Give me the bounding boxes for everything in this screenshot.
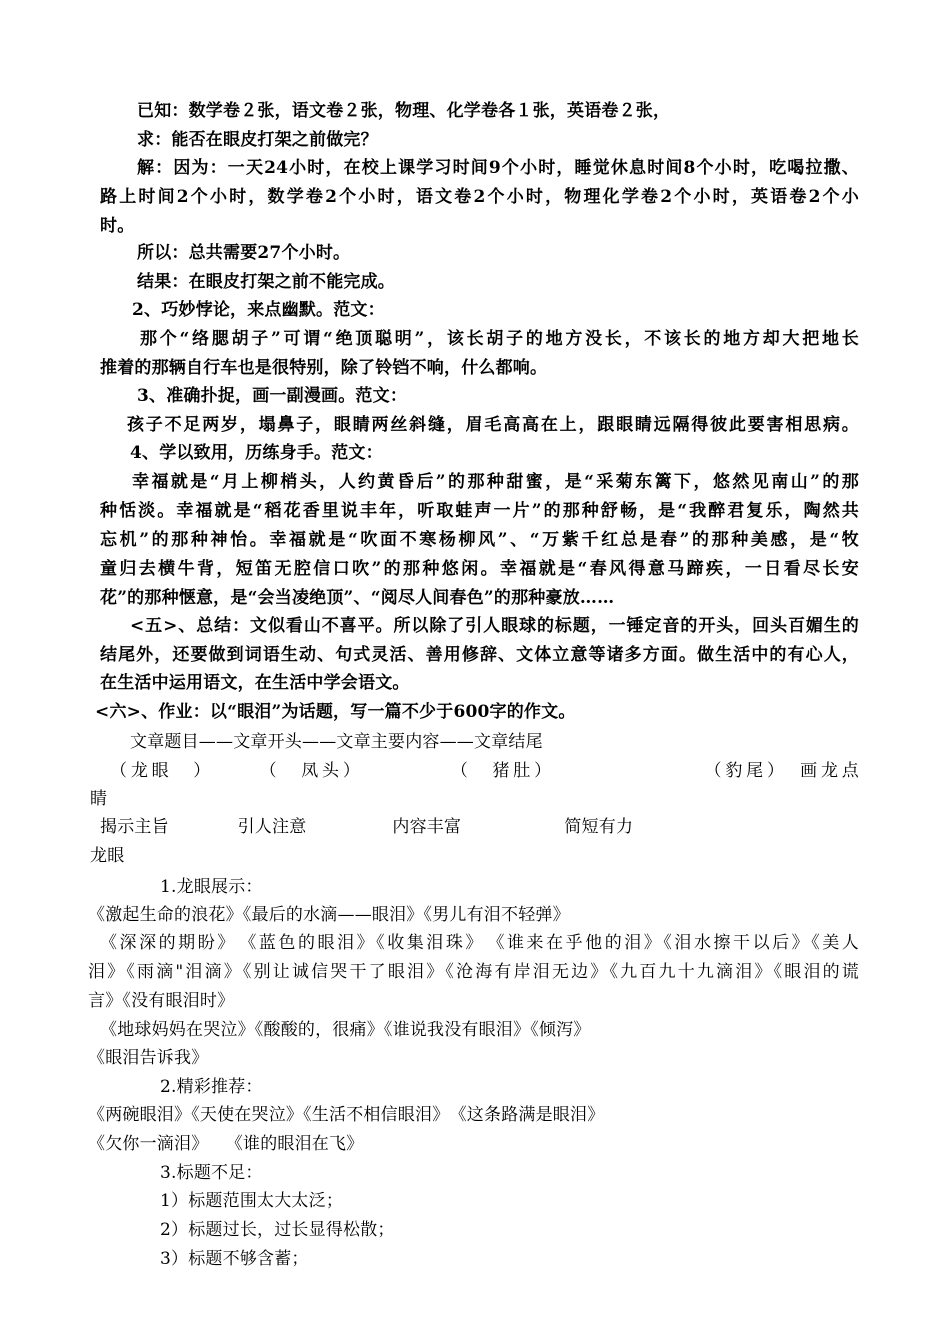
title-list-line-6: 《眼泪告诉我》 <box>88 1048 209 1068</box>
happiness-line-5: 花”的那种惬意，是“会当凌绝顶”、“阅尽人间春色”的那种豪放…… <box>100 588 615 608</box>
happiness-line-4: 童归去横牛背，短笛无腔信口吹”的那种悠闲。幸福就是“春风得意马蹄疾，一日看尽长安 <box>100 559 859 579</box>
known-conditions: 已知：数学卷２张，语文卷２张，物理、化学卷各１张，英语卷２张， <box>137 101 671 121</box>
recommend-line-2: 《欠你一滴泪》 《谁的眼泪在飞》 <box>88 1134 364 1154</box>
homework-line: <六>、作业：以“眼泪”为话题，写一篇不少于600字的作文。 <box>95 702 576 722</box>
result-line: 结果：在眼皮打架之前不能完成。 <box>137 272 395 292</box>
title-list-line-2: 《深深的期盼》 《蓝色的眼泪》《收集泪珠》 《谁来在乎他的泪》《泪水擦干以后》《美人 <box>100 933 859 953</box>
title-flaw-1: 1）标题范围太大太泛； <box>160 1191 344 1211</box>
dragon-eye-heading: 龙眼 <box>90 846 125 866</box>
section-heading-2: 2、巧妙悖论，来点幽默。范文： <box>132 300 385 320</box>
title-list-line-4: 言》《没有眼泪时》 <box>88 991 235 1011</box>
summary-line-3: 在生活中运用语文，在生活中学会语文。 <box>100 673 410 693</box>
structure-metaphor-wrap: 睛 <box>90 789 108 809</box>
recommend-line-1: 《两碗眼泪》《天使在哭泣》《生活不相信眼泪》 《这条路满是眼泪》 <box>88 1105 605 1125</box>
question-line: 求：能否在眼皮打架之前做完？ <box>137 130 378 150</box>
happiness-line-1: 幸福就是“月上柳梢头，人约黄昏后”的那种甜蜜，是“采菊东篱下，悠然见南山”的那 <box>132 472 859 492</box>
structure-line: 文章题目——文章开头——文章主要内容——文章结尾 <box>130 732 543 752</box>
title-showcase-heading: 1.龙眼展示： <box>160 877 263 897</box>
title-flaw-3: 3）标题不够含蓄； <box>160 1249 309 1269</box>
paradox-example-line-2: 推着的那辆自行车也是很特别，除了铃铛不响，什么都响。 <box>100 358 548 378</box>
title-list-line-5: 《地球妈妈在哭泣》《酸酸的，很痛》《谁说我没有眼泪》《倾泻》 <box>100 1020 591 1040</box>
sketch-example: 孩子不足两岁，塌鼻子，眼睛两丝斜缝，眉毛高高在上，跟眼睛远隔得彼此要害相思病。 <box>127 415 859 435</box>
so-line: 所以：总共需要27个小时。 <box>137 243 351 263</box>
title-list-line-1: 《激起生命的浪花》《最后的水滴——眼泪》《男儿有泪不轻弹》 <box>88 905 570 925</box>
structure-metaphor-line: （龙眼 ） （ 凤头） （ 猪肚） （豹尾） 画龙点 <box>110 761 859 781</box>
title-list-line-3: 泪》《雨滴"泪滴》《别让诚信哭干了眼泪》《沧海有岸泪无边》《九百九十九滴泪》《眼泪的谎 <box>88 962 859 982</box>
solution-line-1: 解：因为：一天24小时，在校上课学习时间9个小时，睡觉休息时间8个小时，吃喝拉撒、 <box>137 158 859 178</box>
title-flaw-2: 2）标题过长，过长显得松散； <box>160 1220 395 1240</box>
title-flaws-heading: 3.标题不足： <box>160 1163 263 1183</box>
happiness-line-2: 种恬淡。幸福就是“稻花香里说丰年，听取蛙声一片”的那种舒畅，是“我醉君复乐，陶然共 <box>100 501 859 521</box>
summary-line-1: <五>、总结：文似看山不喜平。所以除了引人眼球的标题，一锤定音的开头，回头百媚生的 <box>130 616 859 636</box>
recommend-heading: 2.精彩推荐： <box>160 1077 263 1097</box>
structure-function-line: 揭示主旨 引人注意 内容丰富 简短有力 <box>100 817 634 837</box>
section-heading-3: 3、准确扑捉，画一副漫画。范文： <box>137 386 408 406</box>
solution-line-3: 时。 <box>100 216 135 236</box>
solution-line-2: 路上时间2个小时，数学卷2个小时，语文卷2个小时，物理化学卷2个小时，英语卷2个小 <box>100 187 859 207</box>
section-heading-4: 4、学以致用，历练身手。范文： <box>130 443 383 463</box>
summary-line-2: 结尾外，还要做到词语生动、句式灵活、善用修辞、文体立意等诸多方面。做生活中的有心人， <box>100 645 859 665</box>
paradox-example-line-1: 那个“络腮胡子”可谓“绝顶聪明”，该长胡子的地方没长，不该长的地方却大把地长 <box>140 329 859 349</box>
happiness-line-3: 忘机”的那种神怡。幸福就是“吹面不寒杨柳风”、“万紫千红总是春”的那种美感，是“牧 <box>100 530 859 550</box>
